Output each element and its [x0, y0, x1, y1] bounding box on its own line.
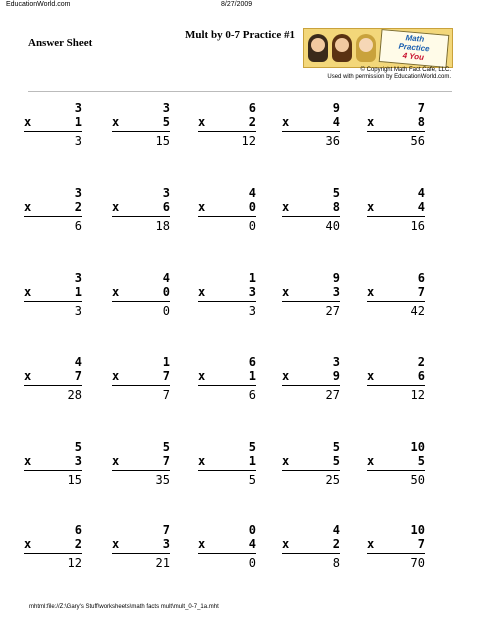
- problem-19: [282, 355, 340, 407]
- multiplier: 2: [248, 115, 256, 129]
- header-divider: [28, 91, 452, 92]
- times-sign: x: [282, 200, 290, 214]
- answer: 3: [74, 134, 82, 148]
- answer: 21: [155, 556, 170, 570]
- multiplier: 4: [417, 200, 425, 214]
- multiplier: 1: [74, 285, 82, 299]
- answer: 28: [67, 388, 82, 402]
- problem-13: [198, 271, 256, 323]
- multiplier: 4: [332, 115, 340, 129]
- answer-line: [198, 470, 256, 471]
- multiplier: 5: [417, 454, 425, 468]
- answer: 42: [410, 304, 425, 318]
- multiplier: 8: [332, 200, 340, 214]
- problem-26: [24, 523, 82, 575]
- multiplicand: 6: [417, 271, 425, 285]
- multiplicand: 7: [417, 101, 425, 115]
- answer: 35: [155, 473, 170, 487]
- multiplier: 7: [417, 537, 425, 551]
- answer-line: [367, 470, 425, 471]
- answer-line: [367, 301, 425, 302]
- multiplier: 5: [162, 115, 170, 129]
- multiplicand: 6: [248, 101, 256, 115]
- answer-line: [112, 470, 170, 471]
- multiplier: 3: [332, 285, 340, 299]
- answer: 16: [410, 219, 425, 233]
- times-sign: x: [198, 115, 206, 129]
- multiplier: 3: [248, 285, 256, 299]
- multiplier: 1: [248, 454, 256, 468]
- problem-28: [198, 523, 256, 575]
- page-title: Mult by 0-7 Practice #1: [185, 29, 295, 41]
- times-sign: x: [24, 285, 32, 299]
- multiplicand: 3: [74, 186, 82, 200]
- problem-24: [282, 440, 340, 492]
- multiplicand: 4: [248, 186, 256, 200]
- answer: 25: [325, 473, 340, 487]
- answer: 40: [325, 219, 340, 233]
- logo-sign: [379, 29, 450, 68]
- times-sign: x: [367, 537, 375, 551]
- problem-18: [198, 355, 256, 407]
- answer: 70: [410, 556, 425, 570]
- problem-5: [367, 101, 425, 153]
- answer: 3: [74, 304, 82, 318]
- times-sign: x: [198, 200, 206, 214]
- times-sign: x: [367, 369, 375, 383]
- multiplicand: 9: [332, 101, 340, 115]
- answer-line: [282, 470, 340, 471]
- multiplicand: 6: [248, 355, 256, 369]
- logo-line-2: Practice: [398, 41, 430, 54]
- answer-line: [112, 216, 170, 217]
- times-sign: x: [198, 537, 206, 551]
- answer: 27: [325, 388, 340, 402]
- times-sign: x: [24, 200, 32, 214]
- answer: 6: [74, 219, 82, 233]
- sheet-label: Answer Sheet: [28, 37, 93, 49]
- permission-line: Used with permission by EducationWorld.com.: [327, 74, 451, 80]
- print-date: 8/27/2009: [221, 1, 253, 8]
- answer: 5: [248, 473, 256, 487]
- kid-3-illustration: [356, 34, 376, 62]
- times-sign: x: [367, 115, 375, 129]
- multiplicand: 3: [74, 271, 82, 285]
- problem-16: [24, 355, 82, 407]
- problem-20: [367, 355, 425, 407]
- times-sign: x: [112, 454, 120, 468]
- answer-line: [282, 553, 340, 554]
- multiplicand: 1: [162, 355, 170, 369]
- problem-25: [367, 440, 425, 492]
- multiplicand: 5: [332, 440, 340, 454]
- multiplier: 6: [417, 369, 425, 383]
- times-sign: x: [282, 369, 290, 383]
- answer-line: [198, 216, 256, 217]
- multiplier: 2: [74, 200, 82, 214]
- times-sign: x: [367, 285, 375, 299]
- answer-line: [282, 216, 340, 217]
- problem-1: [24, 101, 82, 153]
- multiplier: 1: [248, 369, 256, 383]
- multiplicand: 6: [74, 523, 82, 537]
- multiplier: 7: [162, 369, 170, 383]
- multiplier: 0: [162, 285, 170, 299]
- times-sign: x: [112, 285, 120, 299]
- multiplicand: 10: [410, 440, 425, 454]
- answer-line: [198, 385, 256, 386]
- answer-line: [112, 301, 170, 302]
- answer-line: [24, 216, 82, 217]
- multiplier: 3: [74, 454, 82, 468]
- answer: 6: [248, 388, 256, 402]
- problem-30: [367, 523, 425, 575]
- multiplicand: 3: [74, 101, 82, 115]
- answer-line: [367, 216, 425, 217]
- multiplicand: 4: [417, 186, 425, 200]
- multiplier: 7: [417, 285, 425, 299]
- file-path-footer: mhtml:file://Z:\Gary's Stuff\worksheets\math facts mult\mult_0-7_1a.mht: [29, 604, 219, 610]
- times-sign: x: [24, 454, 32, 468]
- answer: 27: [325, 304, 340, 318]
- answer-line: [367, 385, 425, 386]
- problem-21: [24, 440, 82, 492]
- problem-7: [112, 186, 170, 238]
- answer: 3: [248, 304, 256, 318]
- math-practice-logo: [303, 28, 453, 68]
- answer: 50: [410, 473, 425, 487]
- problem-12: [112, 271, 170, 323]
- problem-23: [198, 440, 256, 492]
- multiplier: 4: [248, 537, 256, 551]
- multiplicand: 9: [332, 271, 340, 285]
- problem-2: [112, 101, 170, 153]
- answer-line: [112, 131, 170, 132]
- multiplier: 1: [74, 115, 82, 129]
- answer: 15: [155, 134, 170, 148]
- answer-line: [24, 301, 82, 302]
- multiplicand: 10: [410, 523, 425, 537]
- times-sign: x: [112, 200, 120, 214]
- times-sign: x: [24, 537, 32, 551]
- answer-line: [24, 470, 82, 471]
- times-sign: x: [282, 285, 290, 299]
- multiplicand: 7: [162, 523, 170, 537]
- problem-29: [282, 523, 340, 575]
- multiplicand: 3: [332, 355, 340, 369]
- answer-line: [282, 131, 340, 132]
- times-sign: x: [367, 200, 375, 214]
- multiplicand: 4: [162, 271, 170, 285]
- multiplier: 2: [74, 537, 82, 551]
- times-sign: x: [112, 537, 120, 551]
- answer: 0: [162, 304, 170, 318]
- problem-6: [24, 186, 82, 238]
- answer: 18: [155, 219, 170, 233]
- answer-line: [24, 553, 82, 554]
- answer: 12: [67, 556, 82, 570]
- problem-4: [282, 101, 340, 153]
- answer: 8: [332, 556, 340, 570]
- problem-27: [112, 523, 170, 575]
- answer-line: [112, 553, 170, 554]
- answer-line: [198, 301, 256, 302]
- problem-9: [282, 186, 340, 238]
- problem-8: [198, 186, 256, 238]
- problem-17: [112, 355, 170, 407]
- times-sign: x: [24, 115, 32, 129]
- multiplicand: 1: [248, 271, 256, 285]
- answer-line: [198, 131, 256, 132]
- multiplicand: 3: [162, 186, 170, 200]
- multiplier: 8: [417, 115, 425, 129]
- times-sign: x: [282, 115, 290, 129]
- multiplicand: 4: [74, 355, 82, 369]
- problem-22: [112, 440, 170, 492]
- answer: 7: [162, 388, 170, 402]
- answer-line: [24, 131, 82, 132]
- multiplicand: 5: [162, 440, 170, 454]
- multiplier: 3: [162, 537, 170, 551]
- multiplicand: 2: [417, 355, 425, 369]
- answer-line: [282, 301, 340, 302]
- logo-line-1: Math: [405, 33, 425, 44]
- answer: 12: [241, 134, 256, 148]
- times-sign: x: [198, 285, 206, 299]
- answer-line: [24, 385, 82, 386]
- multiplicand: 4: [332, 523, 340, 537]
- times-sign: x: [24, 369, 32, 383]
- answer: 0: [248, 219, 256, 233]
- times-sign: x: [282, 537, 290, 551]
- answer: 0: [248, 556, 256, 570]
- multiplicand: 5: [248, 440, 256, 454]
- answer-line: [282, 385, 340, 386]
- problem-3: [198, 101, 256, 153]
- kid-2-illustration: [332, 34, 352, 62]
- kid-1-illustration: [308, 34, 328, 62]
- answer: 36: [325, 134, 340, 148]
- site-name: EducationWorld.com: [6, 1, 71, 8]
- times-sign: x: [112, 369, 120, 383]
- times-sign: x: [367, 454, 375, 468]
- multiplicand: 5: [74, 440, 82, 454]
- times-sign: x: [112, 115, 120, 129]
- answer: 56: [410, 134, 425, 148]
- problem-14: [282, 271, 340, 323]
- multiplicand: 3: [162, 101, 170, 115]
- answer: 15: [67, 473, 82, 487]
- multiplicand: 5: [332, 186, 340, 200]
- answer-line: [198, 553, 256, 554]
- times-sign: x: [282, 454, 290, 468]
- multiplier: 6: [162, 200, 170, 214]
- copyright-line: © Copyright Math Fact Cafe, LLC.: [360, 67, 451, 73]
- multiplier: 2: [332, 537, 340, 551]
- problem-15: [367, 271, 425, 323]
- times-sign: x: [198, 454, 206, 468]
- multiplicand: 0: [248, 523, 256, 537]
- multiplier: 7: [162, 454, 170, 468]
- copyright-notice: [327, 67, 451, 81]
- answer: 12: [410, 388, 425, 402]
- logo-line-3: 4 You: [402, 51, 425, 62]
- multiplier: 7: [74, 369, 82, 383]
- multiplier: 0: [248, 200, 256, 214]
- multiplier: 9: [332, 369, 340, 383]
- multiplier: 5: [332, 454, 340, 468]
- answer-line: [367, 131, 425, 132]
- problem-11: [24, 271, 82, 323]
- answer-line: [112, 385, 170, 386]
- times-sign: x: [198, 369, 206, 383]
- answer-line: [367, 553, 425, 554]
- problem-10: [367, 186, 425, 238]
